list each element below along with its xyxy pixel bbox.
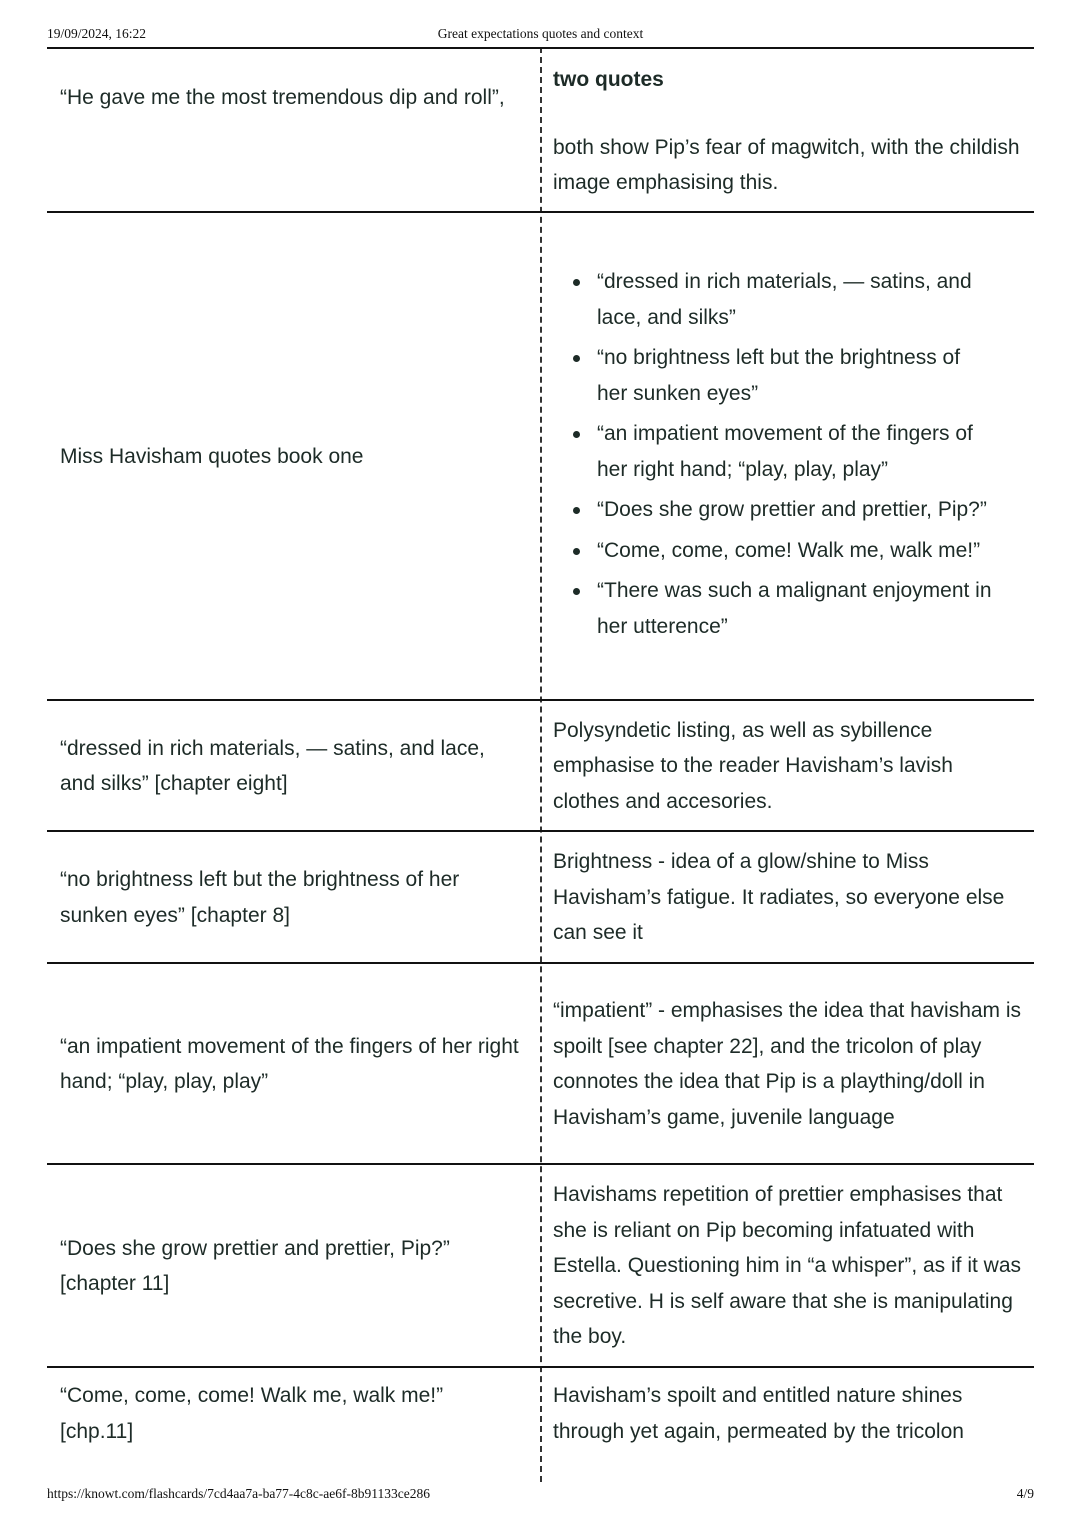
definition-cell	[553, 832, 1023, 963]
term-cell	[60, 49, 520, 212]
definition-text: Havishams repetition of prettier emphasises that she is reliant on Pip becoming infatuated with Estella. Questioning him in “a whisper”, as if it was secretive. H is self aware that she is manipulating the boy.	[553, 1183, 1022, 1349]
flashcard-row	[47, 211, 1034, 700]
page-number: 4/9	[1016, 1486, 1034, 1501]
term-text: “Come, come, come! Walk me, walk me!” [chp.11]	[60, 1384, 444, 1443]
definition-heading: two quotes	[553, 68, 664, 91]
quote-list-item: “no brightness left but the brightness of her sunken eyes”	[597, 340, 993, 411]
print-datetime: 19/09/2024, 16:22	[47, 26, 147, 41]
flashcard-row	[47, 962, 1034, 1164]
flashcard-row	[47, 47, 1034, 212]
term-cell	[60, 964, 520, 1164]
print-title: Great expectations quotes and context	[437, 26, 644, 41]
definition-cell	[553, 49, 1023, 212]
definition-cell	[553, 701, 1023, 831]
print-footer	[47, 1486, 1034, 1504]
quote-list-item: “There was such a malignant enjoyment in her utterence”	[597, 573, 993, 644]
definition-cell	[553, 1368, 1023, 1482]
print-header	[47, 26, 1034, 44]
term-text: “an impatient movement of the fingers of her right hand; “play, play, play”	[60, 1034, 519, 1093]
quote-list-item: “Come, come, come! Walk me, walk me!”	[597, 533, 993, 569]
definition-text: both show Pip’s fear of magwitch, with the childish image emphasising this.	[553, 135, 1020, 194]
quote-list	[553, 264, 993, 649]
definition-cell	[553, 213, 993, 700]
definition-cell	[553, 964, 1023, 1164]
flashcard-row	[47, 699, 1034, 831]
term-cell	[60, 832, 520, 963]
flashcard-row	[47, 1366, 1034, 1482]
term-cell	[60, 1368, 520, 1482]
term-text: “Does she grow prettier and prettier, Pip?” [chapter 11]	[60, 1236, 450, 1295]
flashcard-row	[47, 1163, 1034, 1367]
term-text: Miss Havisham quotes book one	[60, 444, 364, 468]
term-text: “no brightness left but the brightness of her sunken eyes” [chapter 8]	[60, 868, 460, 927]
term-cell	[60, 213, 520, 700]
term-cell	[60, 1165, 520, 1367]
definition-text: Brightness - idea of a glow/shine to Miss Havisham’s fatigue. It radiates, so everyone else can see it	[553, 850, 1005, 945]
quote-list-item: “dressed in rich materials, — satins, and lace, and silks”	[597, 264, 993, 335]
quote-list-item: “Does she grow prettier and prettier, Pip?”	[597, 492, 993, 528]
print-url: https://knowt.com/flashcards/7cd4aa7a-ba77-4c8c-ae6f-8b91133ce286	[47, 1486, 430, 1501]
definition-cell	[553, 1165, 1023, 1367]
term-cell	[60, 701, 520, 831]
flashcard-table	[47, 47, 1034, 1482]
definition-text: “impatient” - emphasises the idea that havisham is spoilt [see chapter 22], and the tricolon of play connotes the idea that Pip is a plaything/doll in Havisham’s game, juvenile language	[553, 999, 1022, 1129]
term-text: “He gave me the most tremendous dip and roll”,	[60, 86, 505, 109]
definition-text: Havisham’s spoilt and entitled nature shines through yet again, permeated by the tricolon	[553, 1384, 964, 1443]
quote-list-item: “an impatient movement of the fingers of her right hand; “play, play, play”	[597, 416, 993, 487]
flashcard-row	[47, 830, 1034, 963]
definition-text: Polysyndetic listing, as well as sybillence emphasise to the reader Havisham’s lavish clothes and accesories.	[553, 718, 953, 813]
term-text: “dressed in rich materials, — satins, and lace, and silks” [chapter eight]	[60, 736, 485, 795]
